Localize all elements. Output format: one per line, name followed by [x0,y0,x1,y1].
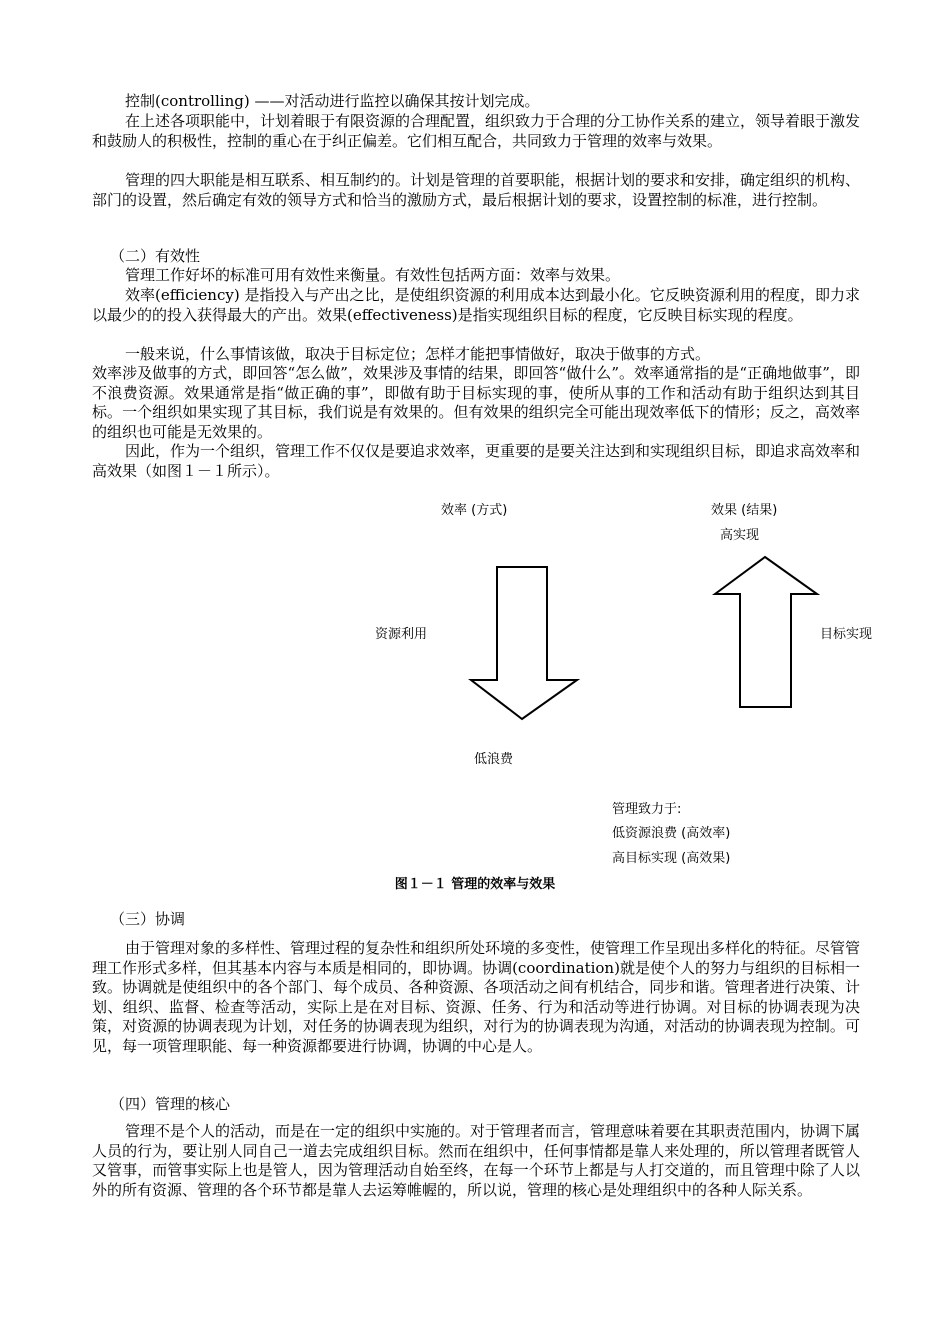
standard-paragraph: 管理工作好坏的标准可用有效性来衡量。有效性包括两方面：效率与效果。 [125,266,621,284]
effect-title: 效果 (结果) [711,503,778,518]
goal-achieve-label: 目标实现 [820,627,873,642]
section-heading-coordination: （三）协调 [110,910,186,928]
detail-paragraph: 效率涉及做事的方式，即回答“怎么做”，效果涉及事情的结果，即回答“做什么”。效率通常指的是“正确地做事”，即不浪费资源。效果通常是指“做正确的事”，即做有助于目标实现的事，使所从事的工作和活动有助于组织达到其目标。一个组织如果实现了其目标，我们说是有效果的。但有效果的组织完全可能出现效率低下的情形；反之，高效率的组织也可能是无效果的。 [92,364,860,441]
figure-caption: 图１－１ 管理的效率与效果 [394,877,556,892]
down-arrow-icon [468,565,580,722]
therefore-paragraph: 因此，作为一个组织，管理工作不仅仅是要追求效率，更重要的是要关注达到和实现组织目标，即追求高效率和高效果（如图１－１所示）。 [92,442,861,480]
resource-use-label: 资源利用 [375,627,428,642]
devoted-title: 管理致力于: [612,802,682,817]
control-definition: 控制(controlling) ——对活动进行监控以确保其按计划完成。 [125,92,540,110]
functions-paragraph: 在上述各项职能中，计划着眼于有限资源的合理配置，组织致力于合理的分工协作关系的建立，领导着眼于激发和鼓励人的积极性，控制的重心在于纠正偏差。它们相互配合，共同致力于管理的效率与效果。 [92,112,861,150]
devoted-line-efficiency: 低资源浪费 (高效率) [612,826,731,841]
devoted-line-effect: 高目标实现 (高效果) [612,851,731,866]
coordination-paragraph: 由于管理对象的多样性、管理过程的复杂性和组织所处环境的多变性，使管理工作呈现出多样化的特征。尽管管理工作形式多样，但其基本内容与本质是相同的，即协调。协调(coordination)就是使个人的努力与组织的目标相一致。协调就是使组织中的各个部门、每个成员、各种资源、各项活动之间有机结合，同步和谐。管理者进行决策、计划、组织、监督、检查等活动，实际上是在对目标、资源、任务、行为和活动等进行协调。对目标的协调表现为决策，对资源的协调表现为计划，对任务的协调表现为组织，对行为的协调表现为沟通，对活动的协调表现为控制。可见，每一项管理职能、每一种资源都要进行协调，协调的中心是人。 [92,939,861,1055]
up-arrow-icon [712,554,820,710]
functions-relation-paragraph: 管理的四大职能是相互联系、相互制约的。计划是管理的首要职能，根据计划的要求和安排，确定组织的机构、部门的设置，然后确定有效的领导方式和恰当的激励方式，最后根据计划的要求，设置控制的标准，进行控制。 [92,171,861,209]
section-heading-effectiveness: （二）有效性 [110,247,201,265]
definition-paragraph: 效率(efficiency) 是指投入与产出之比，是使组织资源的利用成本达到最小化。它反映资源利用的程度，即力求以最少的的投入获得最大的产出。效果(effectiveness)是指实现组织目标的程度，它反映目标实现的程度。 [92,286,860,324]
core-paragraph: 管理不是个人的活动，而是在一定的组织中实施的。对于管理者而言，管理意味着要在其职责范围内，协调下属人员的行为，要让别人同自己一道去完成组织目标。然而在组织中，任何事情都是靠人来处理的，所以管理者既管人又管事，而管事实际上也是管人，因为管理活动自始至终，在每一个环节上都是与人打交道的，而且管理中除了人以外的所有资源、管理的各个环节都是靠人去运筹帷幄的，所以说，管理的核心是处理组织中的各种人际关系。 [92,1122,861,1199]
low-waste-label: 低浪费 [474,752,514,767]
high-achieve-label: 高实现 [720,528,760,543]
general-paragraph: 一般来说，什么事情该做，取决于目标定位；怎样才能把事情做好，取决于做事的方式。 [125,345,711,363]
section-heading-core: （四）管理的核心 [110,1095,231,1113]
efficiency-title: 效率 (方式) [441,503,508,518]
